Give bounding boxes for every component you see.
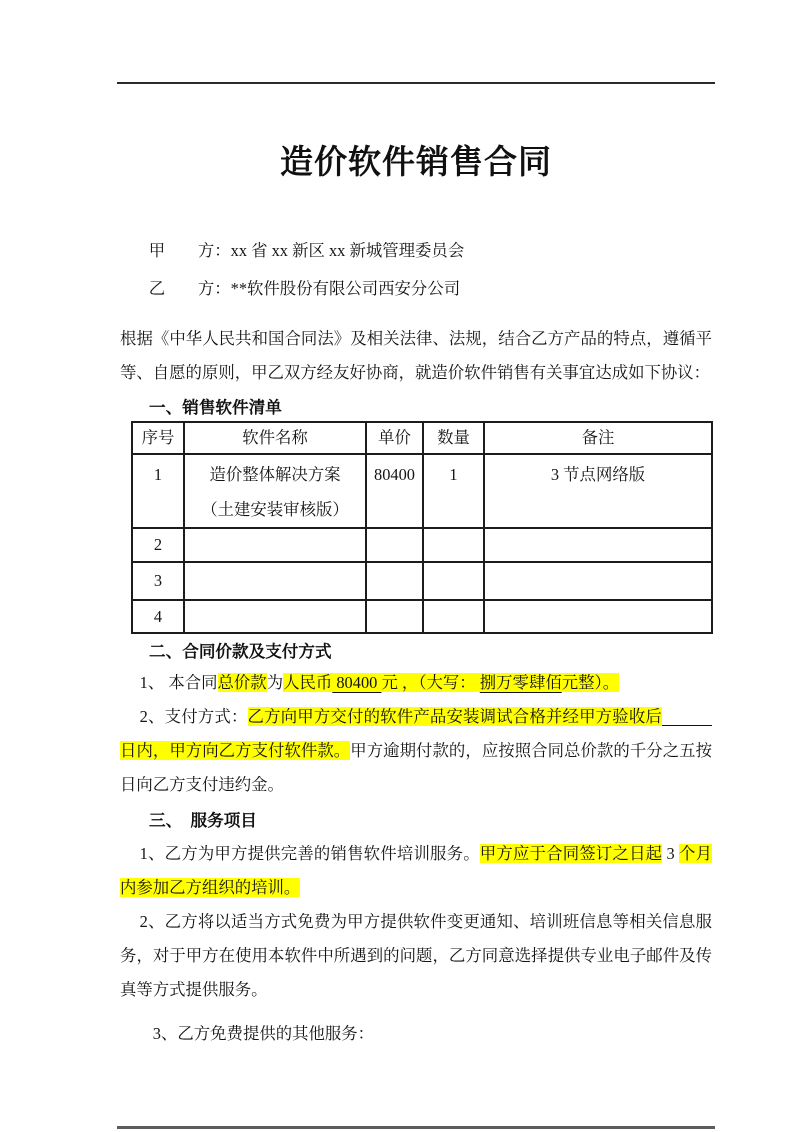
party-b-line: 乙 方：**软件股份有限公司西安分公司 [148,279,461,298]
seq-cell: 3 [132,562,184,600]
table-header-row [132,422,712,454]
table-row [132,562,712,600]
note-cell [484,562,712,600]
seq-cell: 1 [132,454,184,528]
name-cell [184,600,366,633]
text-run: 3 [662,844,680,863]
preamble-paragraph: 根据《中华人民共和国合同法》及相关法律、法规，结合乙方产品的特点，遵循平等、自愿的原则，甲乙双方经友好协商，就造价软件销售有关事宜达成如下协议： [120,329,712,382]
column-header-seq: 序号 [132,422,184,454]
software-name-line1: 造价整体解决方案 [209,465,341,484]
seq-cell: 2 [132,528,184,562]
text-run: 2、支付方式： [139,707,248,726]
column-header-price: 单价 [366,422,423,454]
highlighted-run: 日内，甲方向乙方支付软件款。 [120,741,351,760]
contract-title: 造价软件销售合同 [280,145,552,181]
qty-cell: 1 [423,454,484,528]
text-run: 为 [266,673,284,692]
software-list-table [131,421,713,634]
price-cell [366,528,423,562]
qty-cell [423,600,484,633]
section3-item2-info-service: 2、乙方将以适当方式免费为甲方提供软件变更通知、培训班信息等相关信息服务，对于甲方在使用本软件中所遇到的问题，乙方同意选择提供专业电子邮件及传真等方式提供服务。 [120,912,712,999]
price-cell [366,562,423,600]
qty-cell [423,528,484,562]
section2-item2-payment-terms [120,700,712,802]
column-header-note: 备注 [484,422,712,454]
name-cell [184,454,366,528]
section2-heading: 二、合同价款及支付方式 [149,642,332,661]
note-cell [484,528,712,562]
note-cell [484,600,712,633]
text-run: 1、 本合同 [139,673,218,692]
highlighted-run: 元 ，（大写： [381,673,480,692]
section3-item1-training [120,837,712,905]
highlighted-run: 甲方应于合同签订之日起 [479,844,663,863]
section3-heading: 三、 服务项目 [149,811,257,830]
highlighted-run: 捌万零肆佰 [479,673,562,692]
text-run: 甲方逾期付款的，应按照合同总价款的千分之五按日向乙方支付违约金。 [120,741,713,794]
footer-rule [117,1126,715,1129]
name-cell [184,562,366,600]
price-cell [366,600,423,633]
highlighted-run: 个月内参加乙方组织的培训。 [120,844,713,897]
table-row [132,454,712,528]
software-name-line2: （土建安装审核版） [201,500,349,519]
table-row [132,600,712,633]
highlighted-run: 人民币 [283,673,333,692]
party-a-line: 甲 方：xx 省 xx 新区 xx 新城管理委员会 [148,241,465,260]
qty-cell [423,562,484,600]
table-row [132,528,712,562]
section2-item1-total-price [120,666,712,700]
name-cell [184,528,366,562]
section1-heading: 一、销售软件清单 [149,398,282,417]
column-header-name: 软件名称 [184,422,366,454]
note-cell: 3 节点网络版 [484,454,712,528]
column-header-qty: 数量 [423,422,484,454]
seq-cell: 4 [132,600,184,633]
price-cell: 80400 [366,454,423,528]
section3-item3-other-services: 3、乙方免费提供的其他服务： [152,1024,375,1043]
document-content [120,83,712,1051]
blank-underline [662,725,712,726]
highlighted-run: 元整）。 [561,673,620,692]
text-run: 1、乙方为甲方提供完善的销售软件培训服务。 [139,844,480,863]
highlighted-run: 80400 [332,673,382,692]
highlighted-run: 乙方向甲方交付的软件产品安装调试合格并经甲方验收后 [247,707,662,726]
highlighted-run: 总价款 [217,673,267,692]
